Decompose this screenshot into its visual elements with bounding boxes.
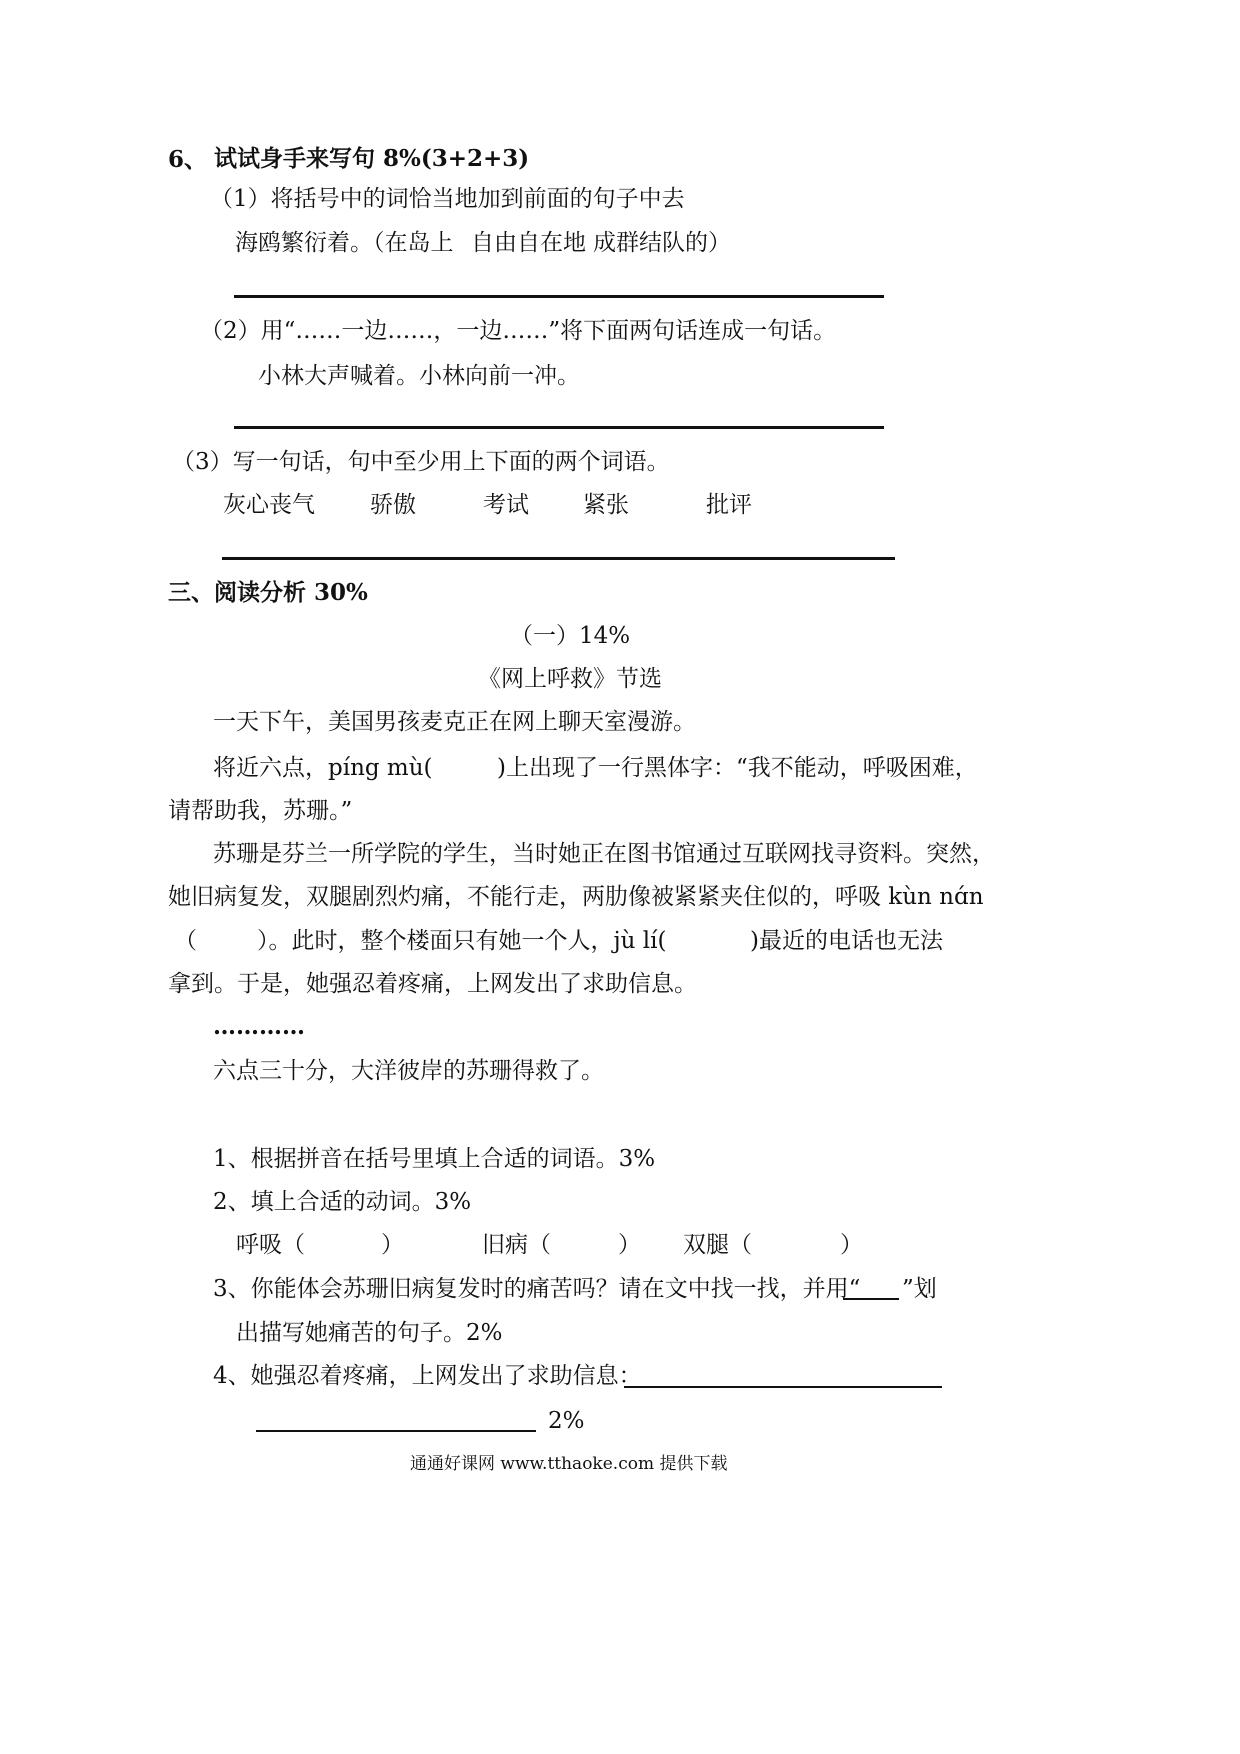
word-option: 成群结队的 bbox=[593, 230, 708, 256]
passage-paragraph: 她旧病复发，双腿剧烈灼痛，不能行走，两肋像被紧紧夹住似的，呼吸 kùn nɑ́n bbox=[168, 884, 984, 910]
reading-question: 2、填上合适的动词。3% bbox=[213, 1189, 472, 1215]
word-option: 考试 bbox=[483, 492, 529, 518]
word-option: 骄傲 bbox=[370, 492, 416, 518]
passage-paragraph: )最近的电话也无法 bbox=[750, 928, 943, 954]
ellipsis: ………… bbox=[213, 1013, 305, 1040]
word-option: 自由自在地 bbox=[471, 230, 586, 256]
word-option: 批评 bbox=[706, 492, 752, 518]
answer-line[interactable] bbox=[234, 295, 884, 298]
verb-blank: ） bbox=[618, 1232, 641, 1258]
answer-line[interactable] bbox=[256, 1430, 536, 1432]
sub-question-instruction: （3）写一句话，句中至少用上下面的两个词语。 bbox=[172, 449, 670, 475]
verb-blank: 双腿（ bbox=[683, 1232, 752, 1258]
verb-blank: 呼吸（ bbox=[236, 1232, 305, 1258]
answer-line[interactable] bbox=[222, 557, 895, 560]
verb-blank: ） bbox=[840, 1232, 863, 1258]
question-number: 6、 bbox=[168, 146, 208, 173]
reading-question: 1、根据拼音在括号里填上合适的词语。3% bbox=[213, 1146, 656, 1172]
sub-question-instruction: （1）将括号中的词恰当地加到前面的句子中去 bbox=[210, 186, 685, 212]
reading-question: 出描写她痛苦的句子。2% bbox=[236, 1320, 503, 1346]
passage-paragraph: 拿到。于是，她强忍着疼痛，上网发出了求助信息。 bbox=[168, 971, 697, 997]
verb-blank: ） bbox=[381, 1232, 404, 1258]
word-option: 灰心丧气 bbox=[223, 492, 315, 518]
sub-question-instruction: （2）用“……一边……，一边……”将下面两句话连成一句话。 bbox=[200, 318, 837, 344]
answer-line[interactable] bbox=[234, 426, 884, 429]
passage-paragraph: )上出现了一行黑体字：“我不能动，呼吸困难， bbox=[497, 755, 978, 781]
score-percent: 2% bbox=[548, 1408, 585, 1434]
word-option: 紧张 bbox=[583, 492, 629, 518]
passage-title: 《网上呼救》节选 bbox=[478, 666, 662, 692]
reading-question: 3、你能体会苏珊旧病复发时的痛苦吗？请在文中找一找，并用“ bbox=[213, 1276, 861, 1302]
reading-question: 4、她强忍着疼痛，上网发出了求助信息： bbox=[213, 1363, 642, 1389]
passage-paragraph: 六点三十分，大洋彼岸的苏珊得救了。 bbox=[213, 1058, 604, 1084]
passage-paragraph: 将近六点，píng mù( bbox=[213, 755, 433, 781]
subpart-title: （一）14% bbox=[510, 623, 631, 649]
passage-paragraph: 请帮助我，苏珊。” bbox=[168, 798, 353, 824]
sub-question-sentence: 海鸥繁衍着。（在岛上 bbox=[235, 230, 454, 256]
verb-blank: 旧病（ bbox=[482, 1232, 551, 1258]
question-title: 试试身手来写句 8%(3+2+3) bbox=[214, 145, 530, 172]
passage-paragraph: 一天下午，美国男孩麦克正在网上聊天室漫游。 bbox=[213, 709, 696, 735]
sub-question-sentence: 小林大声喊着。小林向前一冲。 bbox=[258, 363, 580, 389]
passage-paragraph: 苏珊是芬兰一所学院的学生，当时她正在图书馆通过互联网找寻资料。突然， bbox=[213, 841, 995, 867]
reading-question: ”划 bbox=[902, 1276, 937, 1302]
closing-bracket: ） bbox=[708, 230, 731, 256]
footer-text: 通通好课网 www.tthaoke.com 提供下载 bbox=[410, 1454, 728, 1474]
passage-paragraph: ）。此时，整个楼面只有她一个人，jù lí( bbox=[257, 928, 667, 954]
underline-sample bbox=[843, 1298, 899, 1300]
section-title: 三、阅读分析 30% bbox=[168, 579, 368, 606]
answer-line[interactable] bbox=[624, 1386, 942, 1388]
passage-paragraph: （ bbox=[174, 928, 197, 954]
